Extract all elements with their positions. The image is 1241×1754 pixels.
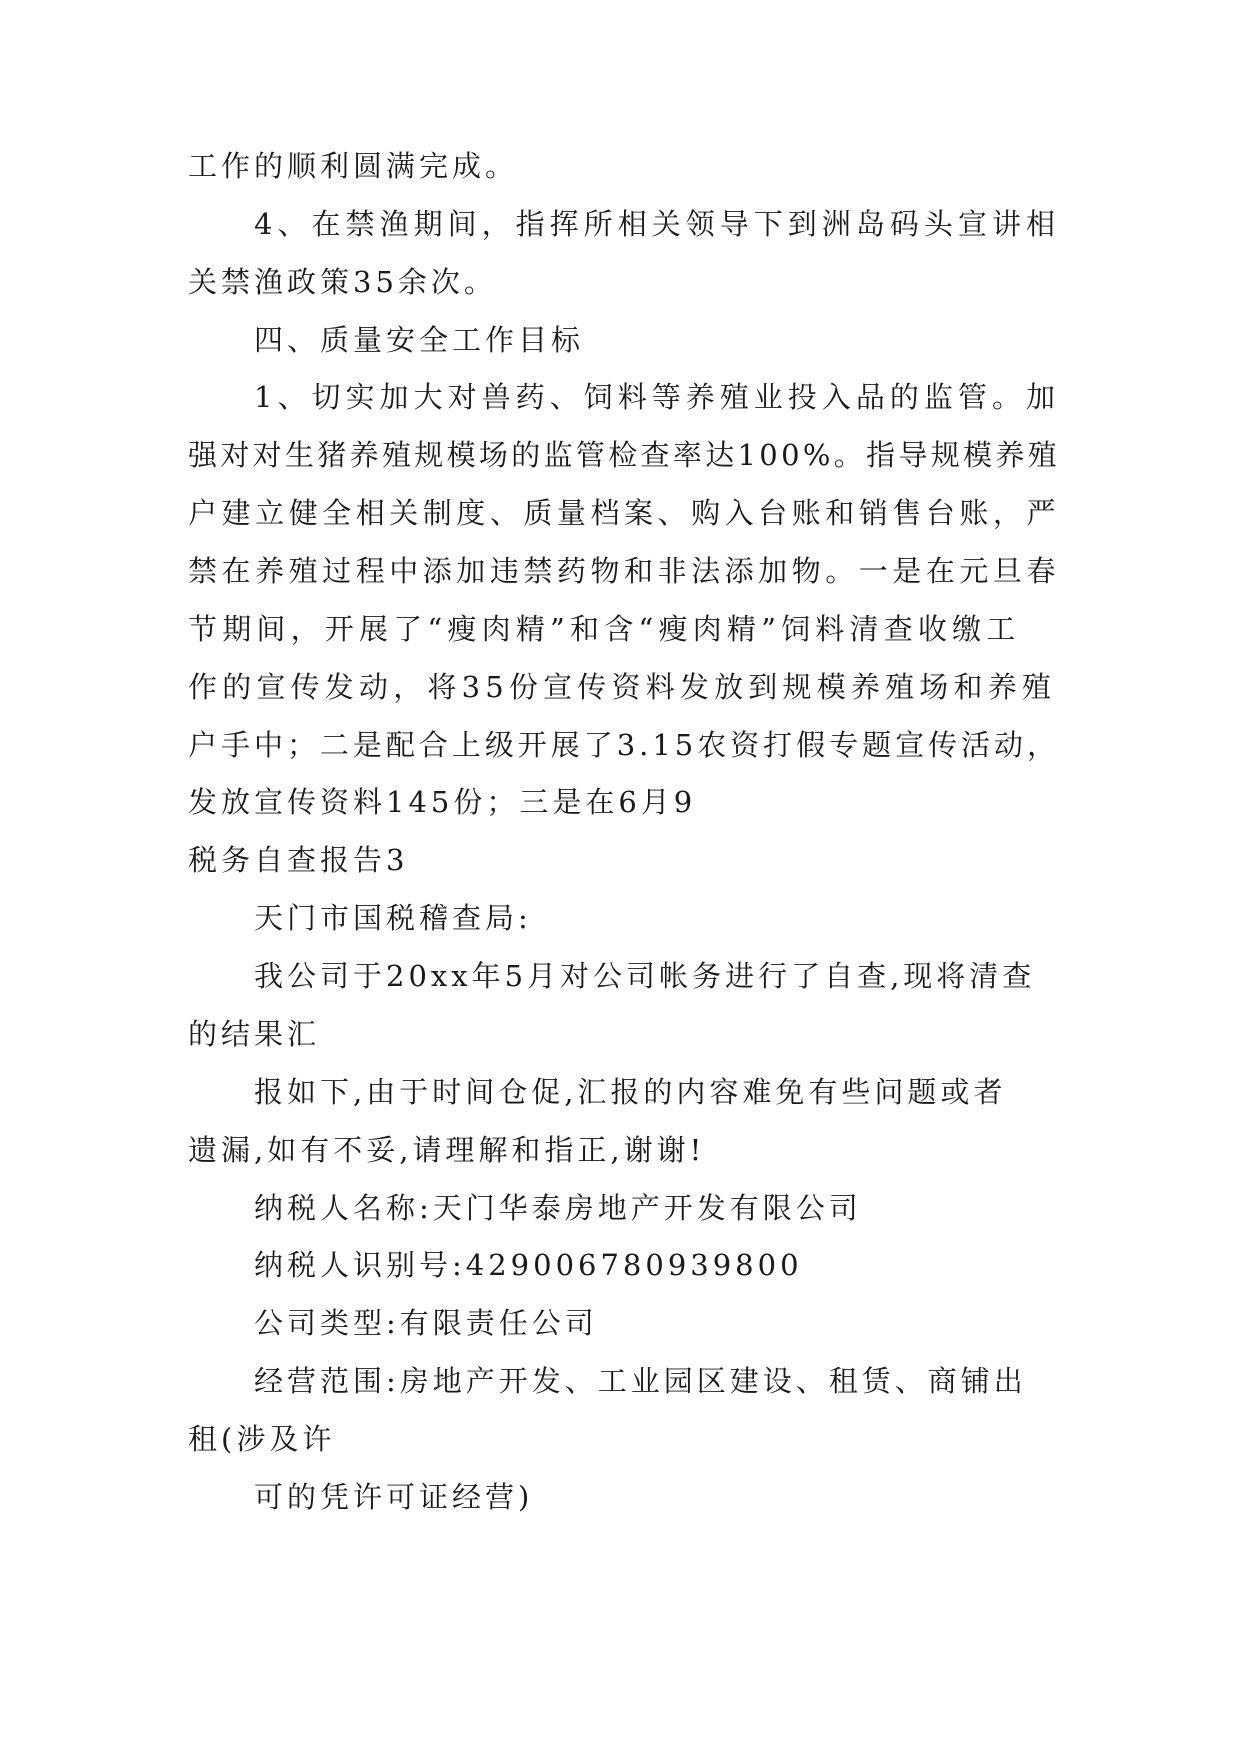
text-line: 4、在禁渔期间，指挥所相关领导下到洲岛码头宣讲相 bbox=[254, 207, 1060, 241]
text-line: 发放宣传资料145份；三是在6月9 bbox=[188, 785, 697, 819]
text-line: 强对对生猪养殖规模场的监管检查率达100%。指导规模养殖 bbox=[188, 438, 1060, 472]
text-line: 可的凭许可证经营) bbox=[254, 1480, 534, 1514]
text-line: 1、切实加大对兽药、饲料等养殖业投入品的监管。加 bbox=[254, 380, 1060, 414]
section-heading: 四、质量安全工作目标 bbox=[254, 323, 585, 357]
salutation: 天门市国税稽查局: bbox=[254, 901, 532, 935]
text-line: 租(涉及许 bbox=[188, 1422, 336, 1456]
business-scope: 经营范围:房地产开发、工业园区建设、租赁、商铺出 bbox=[254, 1364, 1027, 1398]
text-line: 遗漏,如有不妥,请理解和指正,谢谢! bbox=[188, 1133, 706, 1167]
report-title: 税务自查报告3 bbox=[188, 843, 409, 877]
text-line: 户手中；二是配合上级开展了3.15农资打假专题宣传活动， bbox=[188, 728, 1060, 762]
text-line: 关禁渔政策35余次。 bbox=[188, 265, 497, 299]
text-line: 作的宣传发动，将35份宣传资料发放到规模养殖场和养殖 bbox=[188, 670, 1057, 704]
company-type: 公司类型:有限责任公司 bbox=[254, 1306, 598, 1340]
text-line: 的结果汇 bbox=[188, 1017, 321, 1051]
text-line: 节期间，开展了“瘦肉精”和含“瘦肉精”饲料清查收缴工 bbox=[188, 612, 1021, 646]
taxpayer-name: 纳税人名称:天门华泰房地产开发有限公司 bbox=[254, 1191, 862, 1225]
text-line: 报如下,由于时间仓促,汇报的内容难免有些问题或者 bbox=[254, 1075, 1007, 1109]
text-line: 我公司于20xx年5月对公司帐务进行了自查,现将清查 bbox=[254, 959, 1036, 993]
text-line: 户建立健全相关制度、质量档案、购入台账和销售台账，严 bbox=[188, 496, 1060, 530]
text-line: 工作的顺利圆满完成。 bbox=[188, 149, 519, 183]
text-line: 禁在养殖过程中添加违禁药物和非法添加物。一是在元旦春 bbox=[188, 554, 1060, 588]
taxpayer-id: 纳税人识别号:429006780939800 bbox=[254, 1248, 803, 1282]
